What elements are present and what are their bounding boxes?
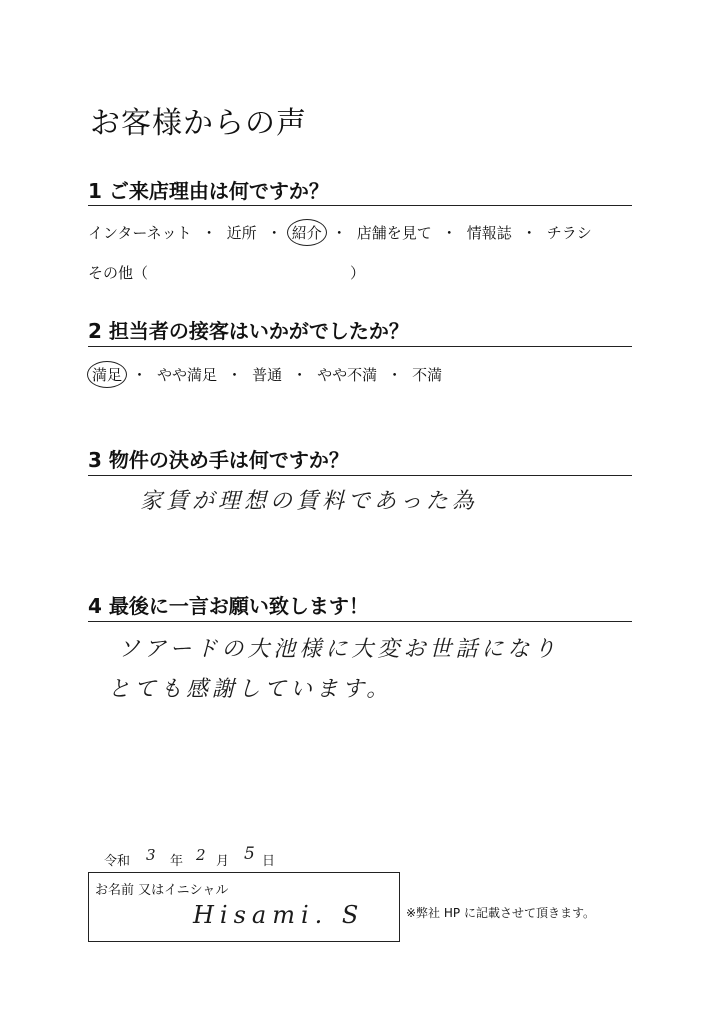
option-flyer[interactable]: チラシ xyxy=(546,224,592,242)
other-close: ） xyxy=(350,264,366,282)
date-year-label: 年 xyxy=(170,854,184,869)
divider xyxy=(88,205,632,206)
option-somewhat-dissatisfied[interactable]: やや不満 xyxy=(317,366,378,384)
divider xyxy=(88,346,632,347)
separator: ・ xyxy=(227,366,243,384)
option-neighborhood[interactable]: 近所 xyxy=(226,224,257,242)
question-4-answer-line-1: ソアードの大池様に大変お世話になり xyxy=(118,637,560,662)
date-day-label: 日 xyxy=(262,854,276,869)
name-box-label: お名前 又はイニシャル xyxy=(95,883,229,898)
date-era: 令和 xyxy=(104,854,131,869)
name-box xyxy=(88,872,400,942)
question-1-options xyxy=(88,222,592,243)
date-year: 3 xyxy=(146,846,156,864)
date-month: 2 xyxy=(196,846,206,864)
option-dissatisfied[interactable]: 不満 xyxy=(412,366,443,384)
other-label: その他（ xyxy=(88,264,149,282)
divider xyxy=(88,475,632,476)
date-day: 5 xyxy=(244,844,255,864)
separator: ・ xyxy=(387,366,403,384)
option-satisfied-selected[interactable]: 満足 xyxy=(87,361,127,388)
option-internet[interactable]: インターネット xyxy=(88,224,192,242)
option-magazine[interactable]: 情報誌 xyxy=(466,224,512,242)
question-4-answer-line-2: とても感謝しています。 xyxy=(108,677,393,702)
divider xyxy=(88,621,632,622)
page-title: お客様からの声 xyxy=(90,106,307,141)
option-referral-selected[interactable]: 紹介 xyxy=(287,219,327,246)
separator: ・ xyxy=(331,224,347,242)
question-3-heading: 3 物件の決め手は何ですか？ xyxy=(88,448,349,472)
question-2-options xyxy=(92,364,442,385)
option-somewhat-satisfied[interactable]: やや満足 xyxy=(157,366,218,384)
question-2-heading: 2 担当者の接客はいかがでしたか？ xyxy=(88,319,409,343)
option-store-visit[interactable]: 店舗を見て xyxy=(356,224,432,242)
separator: ・ xyxy=(521,224,537,242)
separator: ・ xyxy=(132,366,148,384)
option-neutral[interactable]: 普通 xyxy=(252,366,283,384)
separator: ・ xyxy=(292,366,308,384)
question-3-answer: 家賃が理想の賃料であった為 xyxy=(140,489,478,514)
footnote: ※弊社 HP に記載させて頂きます。 xyxy=(406,906,595,920)
separator: ・ xyxy=(266,224,282,242)
date-month-label: 月 xyxy=(216,854,230,869)
question-4-heading: 4 最後に一言お願い致します！ xyxy=(88,594,369,618)
separator: ・ xyxy=(441,224,457,242)
question-1-heading: 1 ご来店理由は何ですか？ xyxy=(88,179,329,203)
name-value[interactable]: Hisami. S xyxy=(193,901,365,929)
separator: ・ xyxy=(201,224,217,242)
